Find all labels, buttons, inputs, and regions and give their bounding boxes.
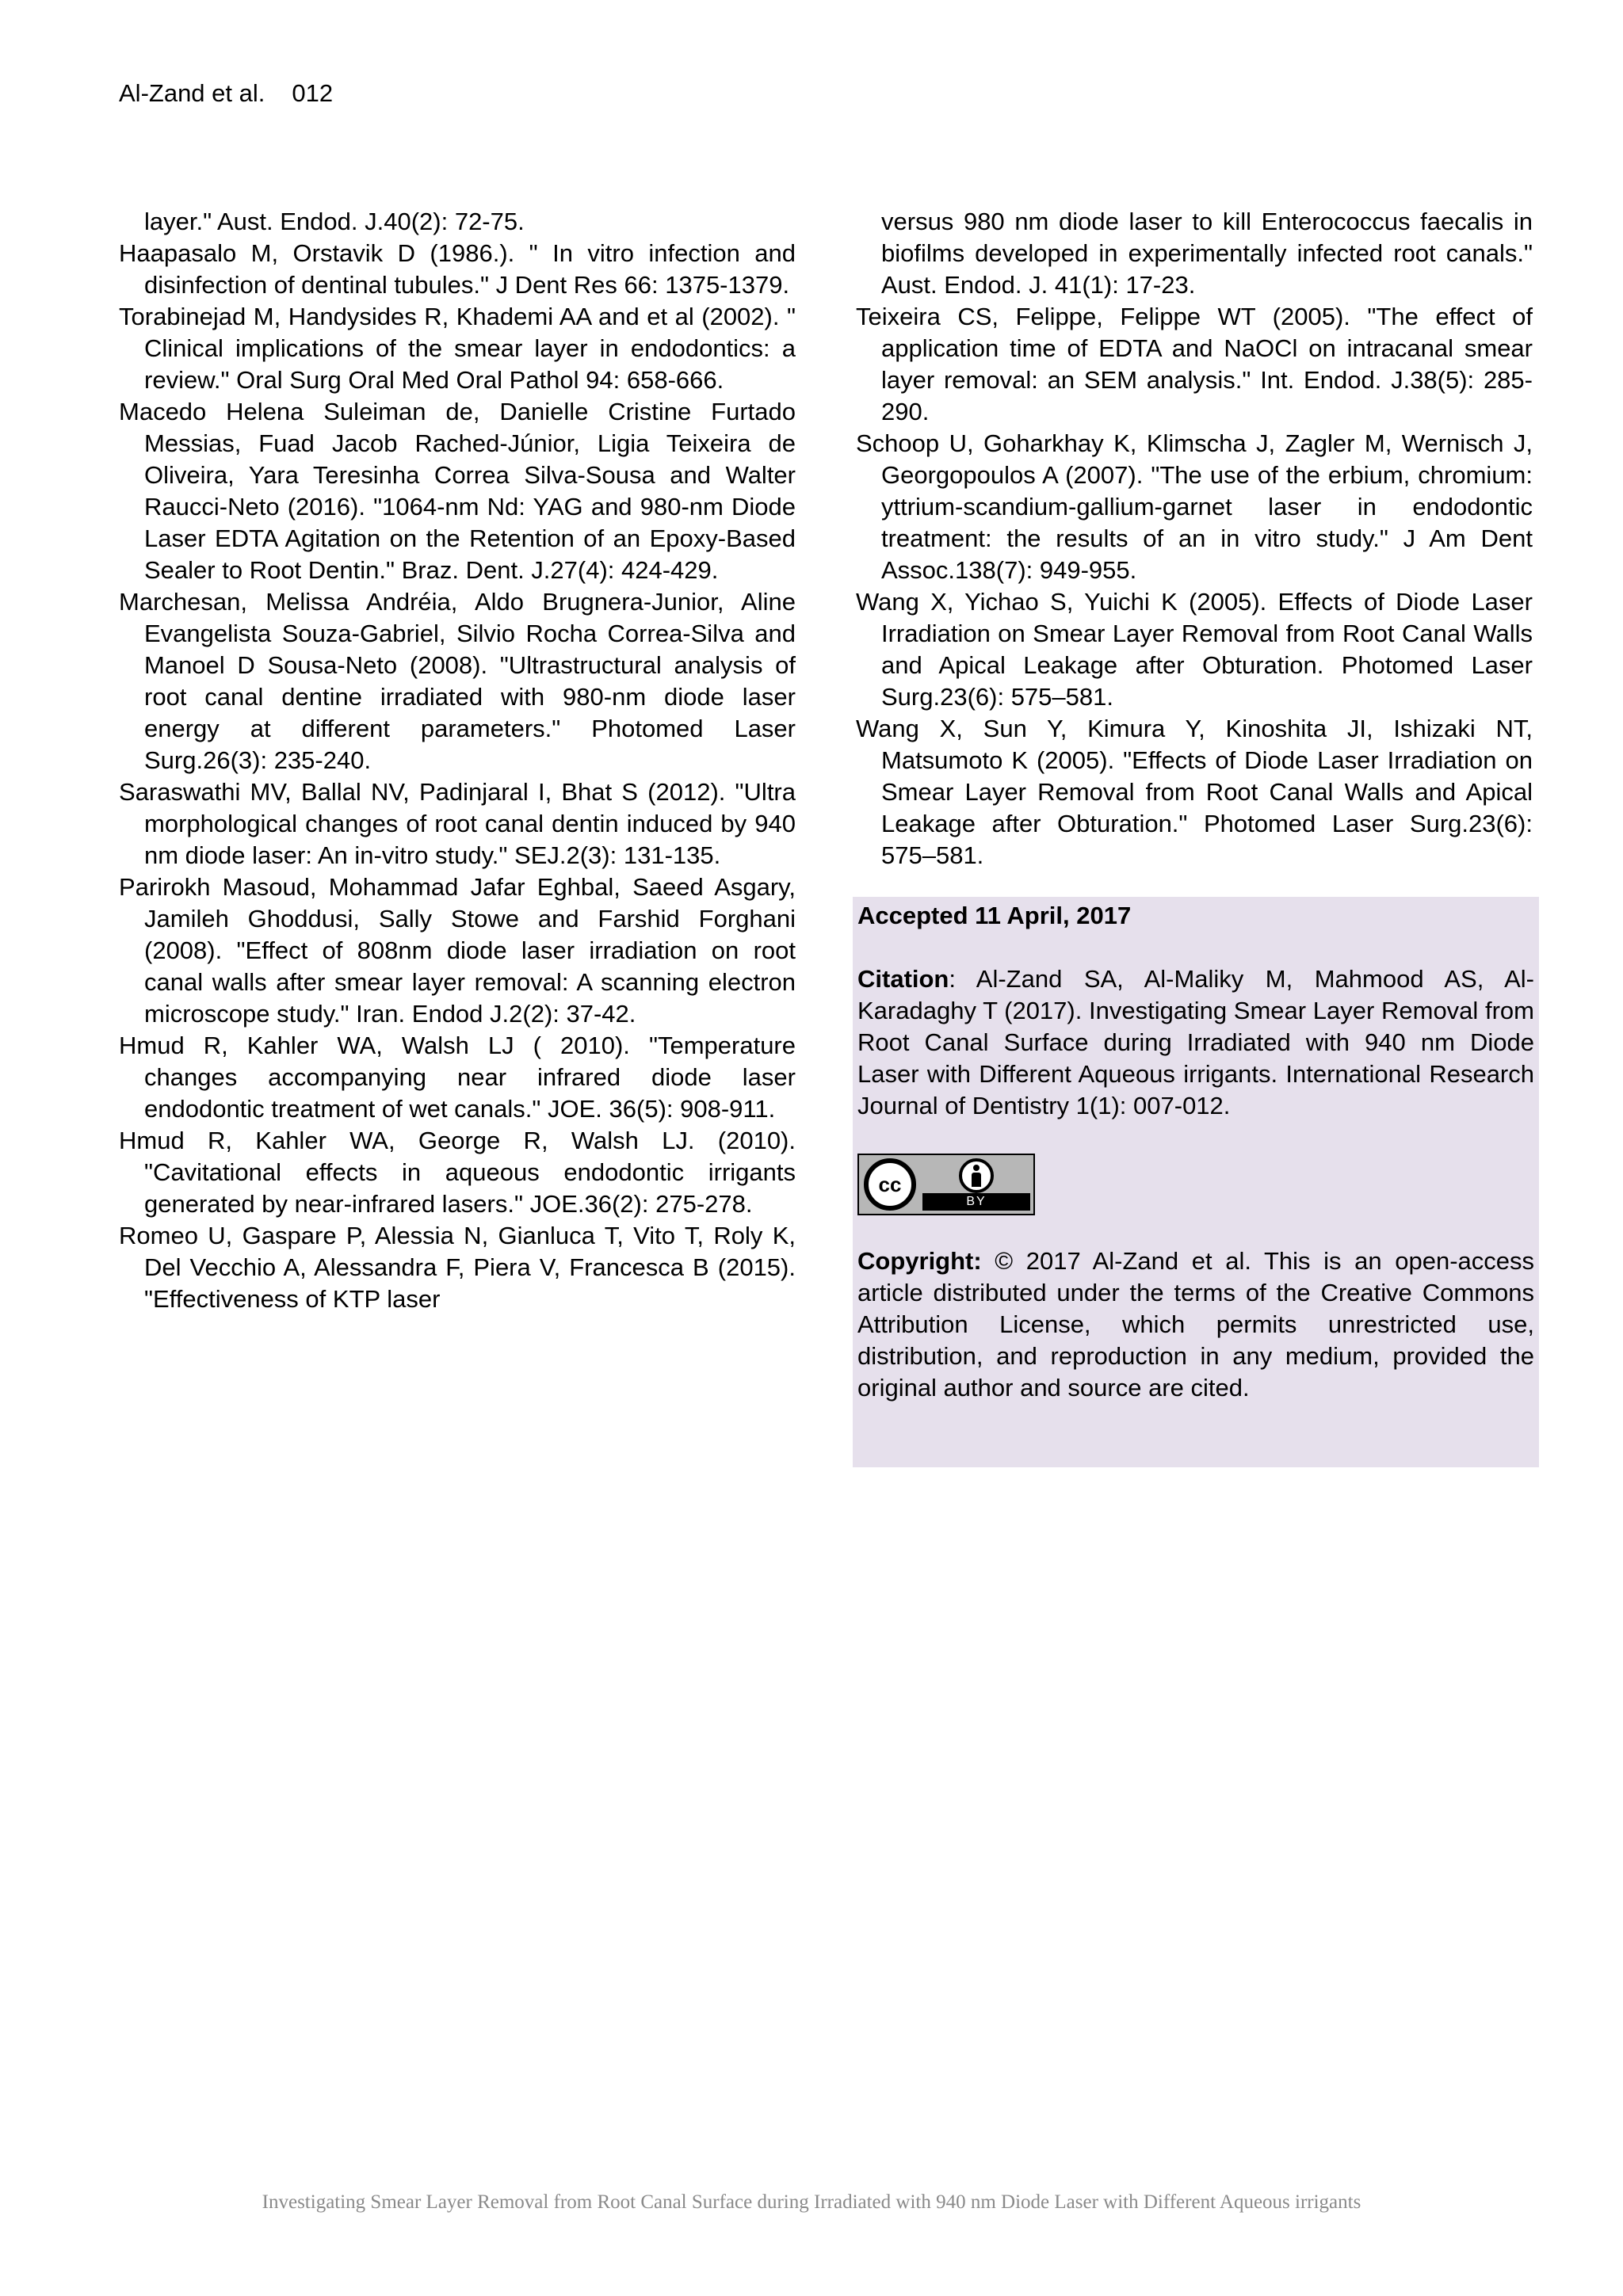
citation-label: Citation [857,965,949,993]
reference-item: Saraswathi MV, Ballal NV, Padinjaral I, Bhat S (2012). "Ultra morphological changes of root canal dentin induced by 940 nm diode laser: An in-vitro study." SEJ.2(3): 131-135. [119,778,796,869]
running-head-authors: Al-Zand et al. [119,79,265,107]
reference-item: Wang X, Yichao S, Yuichi K (2005). Effects of Diode Laser Irradiation on Smear Layer Removal from Root Canal Walls and Apical Leakage after Obturation. Photomed Laser Surg.23(6): 575–581. [856,588,1533,711]
running-head [119,78,333,109]
copyright-text: © 2017 Al-Zand et al. This is an open-access article distributed under the terms of the Creative Commons Attribution License, which permits unrestricted use, distribution, and reproduction in any medium, provided the original author and source are cited. [857,1247,1534,1402]
accepted-date: Accepted 11 April, 2017 [857,902,1132,929]
reference-item: Teixeira CS, Felippe, Felippe WT (2005). "The effect of application time of EDTA and NaOCl on intracanal smear layer removal: an SEM analysis." Int. Endod. J.38(5): 285-290. [856,303,1533,425]
creative-commons-by-icon[interactable] [857,1154,1035,1215]
copyright-label: Copyright: [857,1247,982,1275]
reference-item: Parirokh Masoud, Mohammad Jafar Eghbal, Saeed Asgary, Jamileh Ghoddusi, Sally Stowe and Farshid Forghani (2008). "Effect of 808nm diode laser irradiation on root canal walls after smear layer removal: A scanning electron microscope study." Iran. Endod J.2(2): 37-42. [119,873,796,1028]
reference-item: Macedo Helena Suleiman de, Danielle Cristine Furtado Messias, Fuad Jacob Rached-Júnior, Ligia Teixeira de Oliveira, Yara Teresinha Correa Silva-Sousa and Walter Raucci-Neto (2016). "1064-nm Nd: YAG and 980-nm Diode Laser EDTA Agitation on the Retention of an Epoxy-Based Sealer to Root Dentin." Braz. Dent. J.27(4): 424-429. [119,398,796,584]
reference-item: Hmud R, Kahler WA, Walsh LJ ( 2010). "Temperature changes accompanying near infrared diode laser endodontic treatment of wet canals." JOE. 36(5): 908-911. [119,1032,796,1123]
page-footer: Investigating Smear Layer Removal from Root Canal Surface during Irradiated with 940 nm Diode Laser with Different Aqueous irrigants [262,2191,1361,2213]
by-label: BY [922,1193,1030,1211]
reference-item: Wang X, Sun Y, Kimura Y, Kinoshita JI, Ishizaki NT, Matsumoto K (2005). "Effects of Diode Laser Irradiation on Smear Layer Removal from Root Canal Walls and Apical Leakage after Obturation." Photomed Laser Surg.23(6): 575–581. [856,715,1533,869]
cc-icon: cc [864,1158,916,1211]
page-number: 012 [292,79,334,107]
reference-item: Torabinejad M, Handysides R, Khademi AA and et al (2002). " Clinical implications of the smear layer in endodontics: a review." Oral Surg Oral Med Oral Pathol 94: 658-666. [119,303,796,394]
citation-text: : Al-Zand SA, Al-Maliky M, Mahmood AS, Al-Karadaghy T (2017). Investigating Smear Layer Removal from Root Canal Surface during Irradiated with 940 nm Diode Laser with Different Aqueous irrigants. International Research Journal of Dentistry 1(1): 007-012. [857,965,1534,1119]
reference-item: layer." Aust. Endod. J.40(2): 72-75. [144,208,525,235]
reference-item: Marchesan, Melissa Andréia, Aldo Brugnera-Junior, Aline Evangelista Souza-Gabriel, Silvio Rocha Correa-Silva and Manoel D Sousa-Neto (2008). "Ultrastructural analysis of root canal dentine irradiated with 980-nm diode laser energy at different parameters." Photomed Laser Surg.26(3): 235-240. [119,588,796,774]
reference-item: versus 980 nm diode laser to kill Enterococcus faecalis in biofilms developed in experimentally infected root canals." Aust. Endod. J. 41(1): 17-23. [881,208,1533,299]
references-right-column [856,206,1533,871]
attribution-person-icon [959,1158,994,1193]
article-info-box [853,897,1539,1467]
reference-item: Romeo U, Gaspare P, Alessia N, Gianluca T, Vito T, Roly K, Del Vecchio A, Alessandra F, Piera V, Francesca B (2015). "Effectiveness of KTP laser [119,1222,796,1313]
reference-item: Hmud R, Kahler WA, George R, Walsh LJ. (2010). "Cavitational effects in aqueous endodontic irrigants generated by near-infrared lasers." JOE.36(2): 275-278. [119,1127,796,1218]
reference-item: Haapasalo M, Orstavik D (1986.). " In vitro infection and disinfection of dentinal tubules." J Dent Res 66: 1375-1379. [119,239,796,299]
copyright-notice [857,1245,1534,1404]
reference-item: Schoop U, Goharkhay K, Klimscha J, Zagler M, Wernisch J, Georgopoulos A (2007). "The use of the erbium, chromium: yttrium-scandium-gallium-garnet laser in endodontic treatment: the results of an in vitro study." J Am Dent Assoc.138(7): 949-955. [856,429,1533,584]
references-left-column [119,206,796,1315]
citation [857,963,1534,1122]
